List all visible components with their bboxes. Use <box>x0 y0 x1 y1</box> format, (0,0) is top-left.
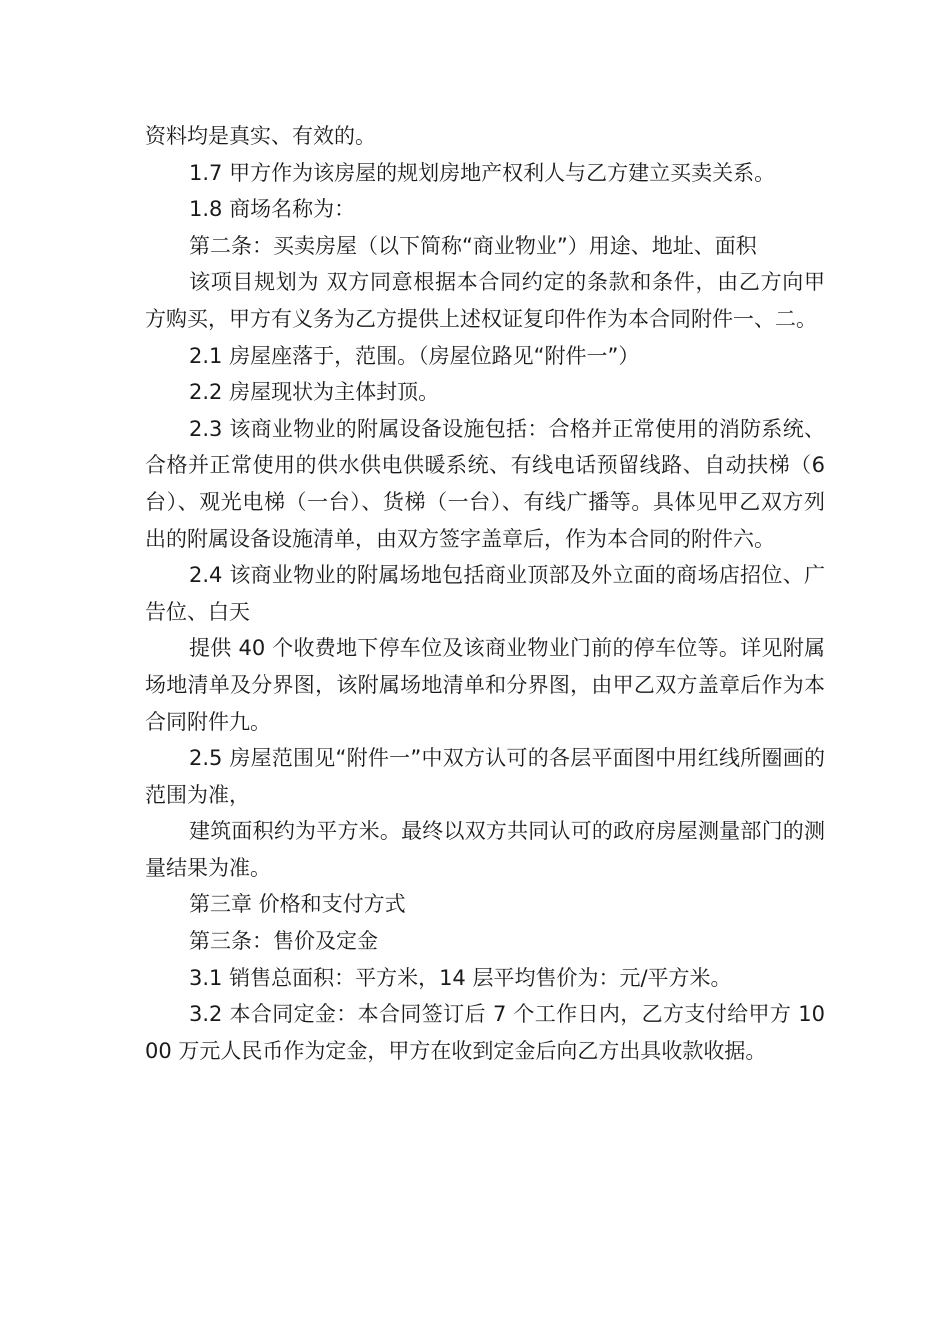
paragraph: 2.3 该商业物业的附属设备设施包括：合格并正常使用的消防系统、合格并正常使用的供水供电供暖系统、有线电话预留线路、自动扶梯（6 台）、观光电梯（一台）、货梯（一台）、有线广播等。具体见甲乙双方列出的附属设备设施清单，由双方签字盖章后，作为本合同的附件六。 <box>145 416 825 551</box>
section-heading: 第三条：售价及定金 <box>189 929 378 954</box>
paragraph: 资料均是真实、有效的。 <box>145 124 376 148</box>
paragraph: 2.5 房屋范围见“附件一”中双方认可的各层平面图中用红线所圈画的范围为准， <box>145 746 825 807</box>
section-heading: 第二条：买卖房屋（以下简称“商业物业”）用途、地址、面积 <box>189 233 757 258</box>
chapter-heading: 第三章 价格和支付方式 <box>189 892 406 917</box>
paragraph: 2.4 该商业物业的附属场地包括商业顶部及外立面的商场店招位、广告位、白天 <box>145 563 825 624</box>
paragraph: 1.8 商场名称为： <box>189 197 356 222</box>
paragraph: 3.2 本合同定金：本合同签订后 7 个工作日内，乙方支付给甲方 1000 万元人民币作为定金，甲方在收到定金后向乙方出具收款收据。 <box>145 1002 825 1063</box>
paragraph: 该项目规划为 双方同意根据本合同约定的条款和条件，由乙方向甲方购买，甲方有义务为乙方提供上述权证复印件作为本合同附件一、二。 <box>145 270 825 331</box>
document-body <box>145 118 825 1069</box>
paragraph: 2.2 房屋现状为主体封顶。 <box>189 380 440 405</box>
paragraph: 建筑面积约为平方米。最终以双方共同认可的政府房屋测量部门的测量结果为准。 <box>145 819 825 880</box>
paragraph: 2.1 房屋座落于，范围。（房屋位路见“附件一”） <box>189 343 640 368</box>
paragraph: 3.1 销售总面积：平方米，14 层平均售价为：元/平方米。 <box>189 965 732 990</box>
paragraph: 1.7 甲方作为该房屋的规划房地产权利人与乙方建立买卖关系。 <box>189 160 776 185</box>
paragraph: 提供 40 个收费地下停车位及该商业物业门前的停车位等。详见附属场地清单及分界图，该附属场地清单和分界图，由甲乙双方盖章后作为本合同附件九。 <box>145 636 825 734</box>
